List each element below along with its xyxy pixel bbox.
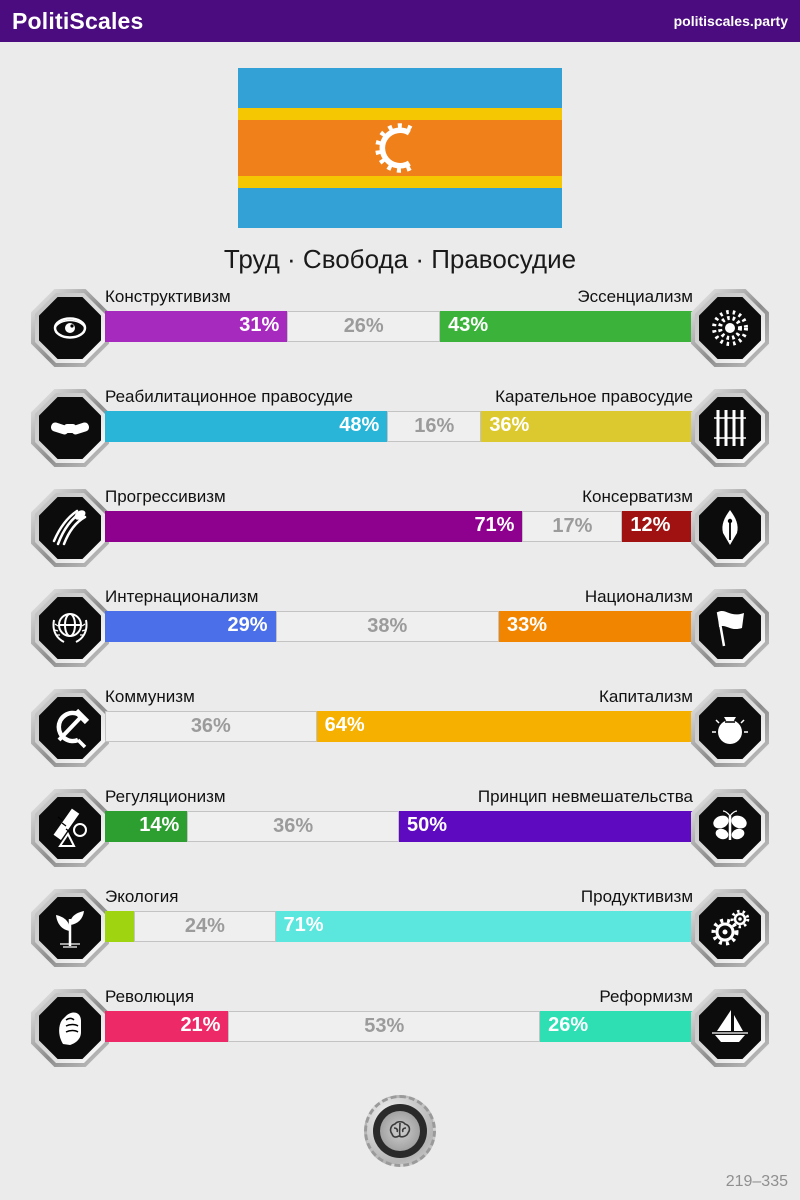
axis-row-revolution-reformism: [0, 985, 800, 1085]
axis-left-label: Прогрессивизм: [105, 487, 226, 506]
handshake-icon: [46, 404, 94, 452]
score-range: 219–335: [725, 1173, 788, 1190]
axis-right-segment: 43%: [440, 311, 693, 342]
pragmatism-seal: [364, 1095, 436, 1167]
axis-right-label: Принцип невмешательства: [477, 787, 693, 806]
flag-icon: [706, 604, 754, 652]
axis-bar: [105, 411, 693, 442]
axis-bar: [105, 611, 693, 642]
eye-icon: [46, 304, 94, 352]
axis-row-ecology-productivism: [0, 885, 800, 985]
globe-laurel-icon: [46, 604, 94, 652]
axis-left-label: Конструктивизм: [105, 287, 231, 306]
axis-left-label: Регуляционизм: [105, 787, 226, 806]
brand-logo[interactable]: PolitiScales: [12, 7, 144, 34]
raised-fist-icon: [46, 1004, 94, 1052]
axis-bar: [105, 511, 693, 542]
axis-neutral-segment: 36%: [105, 711, 317, 742]
axis-bar: [105, 711, 693, 742]
plant-icon: [46, 904, 94, 952]
flag-stripe-blue-bottom: [238, 188, 562, 228]
axis-row-rehabilitative-punitive: [0, 385, 800, 485]
axis-left-segment: 14%: [105, 811, 187, 842]
axis-left-segment: [105, 911, 134, 942]
axis-right-label: Консерватизм: [582, 487, 693, 506]
axis-badge: [31, 589, 109, 667]
hammer-sickle-icon: [46, 704, 94, 752]
axis-badge: [691, 489, 769, 567]
butterfly-icon: [706, 804, 754, 852]
axis-bar: [105, 911, 693, 942]
axis-row-communism-capitalism: [0, 685, 800, 785]
axis-row-constructivism-essentialism: [0, 285, 800, 385]
result-flag: [238, 68, 562, 228]
axis-right-segment: 12%: [622, 511, 693, 542]
gear-crescent-icon: [372, 120, 428, 176]
axis-left-segment: 31%: [105, 311, 287, 342]
axis-neutral-segment: 26%: [287, 311, 440, 342]
ruler-shapes-icon: [46, 804, 94, 852]
axis-badge: [31, 889, 109, 967]
axes-list: [0, 285, 800, 1085]
axis-row-internationalism-nationalism: [0, 585, 800, 685]
axis-badge: [31, 989, 109, 1067]
flag-stripe-yellow-bottom: [238, 176, 562, 188]
axis-left-label: Экология: [105, 887, 179, 906]
chrysanthemum-icon: [706, 304, 754, 352]
axis-badge: [691, 689, 769, 767]
axis-bar: [105, 1011, 693, 1042]
axis-left-label: Революция: [105, 987, 195, 1006]
axis-left-segment: 48%: [105, 411, 387, 442]
axis-left-label: Интернационализм: [105, 587, 259, 606]
axis-bar: [105, 311, 693, 342]
axis-badge: [691, 589, 769, 667]
axis-left-label: Реабилитационное правосудие: [105, 387, 354, 406]
axis-right-segment: 36%: [481, 411, 693, 442]
axis-left-segment: 29%: [105, 611, 276, 642]
axis-neutral-segment: 16%: [387, 411, 481, 442]
axis-badge: [31, 689, 109, 767]
axis-right-segment: 50%: [399, 811, 693, 842]
axis-badge: [691, 789, 769, 867]
axis-right-segment: 26%: [540, 1011, 693, 1042]
axis-badge: [31, 289, 109, 367]
seal-core: [380, 1111, 420, 1151]
axis-row-regulationism-laissezfaire: [0, 785, 800, 885]
axis-neutral-segment: 53%: [228, 1011, 540, 1042]
sailboat-icon: [706, 1004, 754, 1052]
sweeping-hand-icon: [46, 504, 94, 552]
axis-left-segment: 71%: [105, 511, 522, 542]
flag-stripe-blue-top: [238, 68, 562, 108]
flag-stripe-yellow-top: [238, 108, 562, 120]
prison-bars-icon: [706, 404, 754, 452]
axis-neutral-segment: 24%: [134, 911, 275, 942]
axis-badge: [31, 489, 109, 567]
axis-row-progressivism-conservatism: [0, 485, 800, 585]
axis-right-label: Национализм: [584, 587, 693, 606]
axis-neutral-segment: 38%: [276, 611, 499, 642]
axis-badge: [31, 789, 109, 867]
gears-icon: [706, 904, 754, 952]
axis-right-segment: 71%: [276, 911, 693, 942]
axis-bar: [105, 811, 693, 842]
axis-right-label: Продуктивизм: [580, 887, 693, 906]
axis-badge: [31, 389, 109, 467]
money-bag-icon: [706, 704, 754, 752]
axis-badge: [691, 889, 769, 967]
axis-right-segment: 33%: [499, 611, 693, 642]
motto: Труд · Свобода · Правосудие: [223, 244, 577, 274]
brain-icon: [385, 1116, 415, 1146]
seal-ring: [373, 1104, 427, 1158]
pen-nib-icon: [706, 504, 754, 552]
axis-badge: [691, 389, 769, 467]
axis-badge: [691, 989, 769, 1067]
header-bar: [0, 0, 800, 42]
axis-left-label: Коммунизм: [105, 687, 195, 706]
axis-right-segment: 64%: [317, 711, 693, 742]
site-link[interactable]: politiscales.party: [673, 13, 788, 29]
axis-badge: [691, 289, 769, 367]
axis-right-label: Карательное правосудие: [495, 387, 693, 406]
axis-right-label: Капитализм: [598, 687, 693, 706]
axis-neutral-segment: 17%: [522, 511, 622, 542]
axis-right-label: Реформизм: [599, 987, 693, 1006]
axis-neutral-segment: 36%: [187, 811, 399, 842]
axis-right-label: Эссенциализм: [577, 287, 693, 306]
axis-left-segment: 21%: [105, 1011, 228, 1042]
